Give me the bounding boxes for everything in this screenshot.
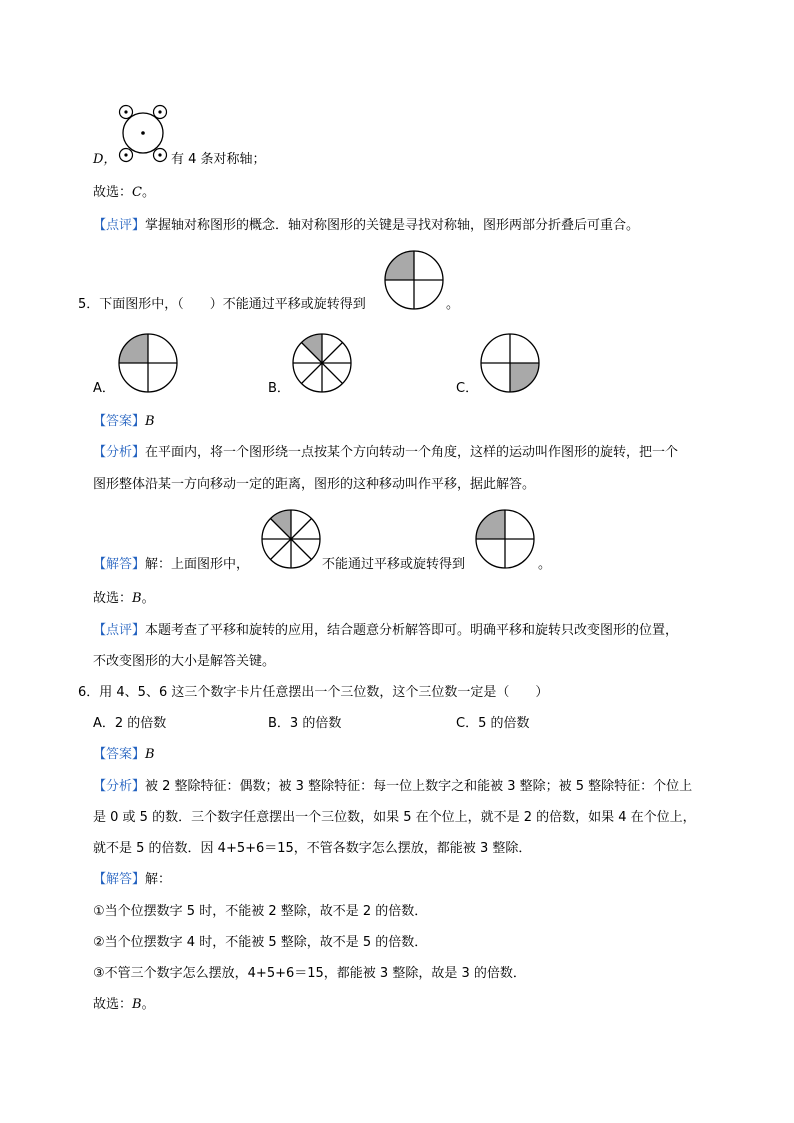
q5-solution: 【解答】解：上面图形中， [93, 557, 250, 572]
q6-option-a: A．2 的倍数 [93, 716, 167, 731]
q6-step-3: ③不管三个数字怎么摆放，4+5+6＝15，都能被 3 整除，故是 3 的倍数． [93, 966, 526, 981]
q5-option-c-circle [479, 332, 541, 394]
q6-option-c: C．5 的倍数 [456, 716, 530, 731]
q5-answer: 【答案】B [93, 414, 155, 429]
q6-step-1: ①当个位摆数字 5 时，不能被 2 整除，故不是 2 的倍数． [93, 904, 428, 919]
option-d-label: D， [93, 152, 117, 167]
q5-option-a-circle [117, 332, 179, 394]
q6-analysis-line3: 就不是 5 的倍数．因 4+5+6＝15，不管各数字怎么摆放，都能被 3 整除． [93, 841, 532, 856]
option-d-text: 有 4 条对称轴； [171, 152, 266, 167]
q5-comment-line2: 不改变图形的大小是解答关键。 [93, 654, 276, 669]
q5-option-c-label: C． [456, 381, 479, 396]
q5-choice: 故选：B。 [93, 591, 155, 606]
q5-solution-end: 。 [538, 557, 552, 572]
q5-analysis-line1: 【分析】在平面内，将一个图形绕一点按某个方向转动一个角度，这样的运动叫作图形的旋转，把一个 [93, 445, 679, 460]
q6-option-b: B．3 的倍数 [268, 716, 342, 731]
q6-solution: 【解答】解： [93, 872, 172, 887]
q6-analysis-line1: 【分析】被 2 整除特征：偶数；被 3 整除特征：每一位上数字之和能被 3 整除；被 5 整除特征：个位上 [93, 779, 693, 794]
q5-option-a-label: A． [93, 381, 115, 396]
q6-step-2: ②当个位摆数字 4 时，不能被 5 整除，故不是 5 的倍数． [93, 935, 428, 950]
q6-analysis-line2: 是 0 或 5 的数．三个数字任意摆出一个三位数，如果 5 在个位上，就不是 2 的倍数，如果 4 在个位上， [93, 810, 696, 825]
q5-solution-target-circle [474, 508, 536, 570]
q5-comment-line1: 【点评】本题考查了平移和旋转的应用，结合题意分析解答即可。明确平移和旋转只改变图形的位置， [93, 623, 679, 638]
q5-stem: 5．下面图形中，（ ）不能通过平移或旋转得到 [78, 297, 366, 312]
q5-solution-eighths-circle [260, 508, 322, 570]
option-d-figure [116, 104, 170, 164]
q5-target-circle [383, 249, 445, 311]
q5-stem-end: 。 [446, 297, 460, 312]
q5-option-b-label: B． [268, 381, 290, 396]
q5-analysis-line2: 图形整体沿某一方向移动一定的距离，图形的这种移动叫作平移，据此解答。 [93, 477, 536, 492]
prev-choice: 故选：C。 [93, 185, 155, 200]
q6-answer: 【答案】B [93, 747, 155, 762]
q5-solution-mid: 不能通过平移或旋转得到 [322, 557, 466, 572]
q5-option-b-circle [291, 332, 353, 394]
q6-choice: 故选：B。 [93, 997, 155, 1012]
q6-stem: 6．用 4、5、6 这三个数字卡片任意摆出一个三位数，这个三位数一定是（ ） [78, 685, 549, 700]
prev-comment: 【点评】掌握轴对称图形的概念．轴对称图形的关键是寻找对称轴，图形两部分折叠后可重合。 [93, 218, 640, 233]
